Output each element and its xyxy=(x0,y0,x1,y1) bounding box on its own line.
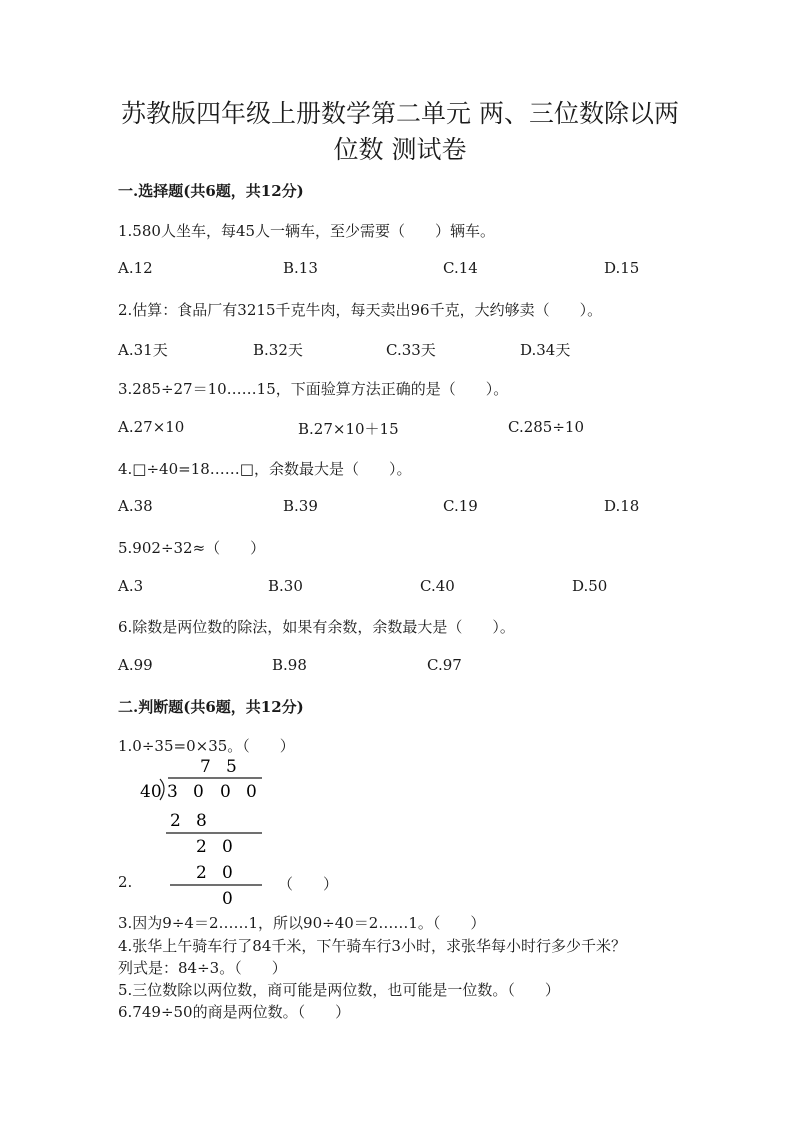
title-line-2: 位数 测试卷 xyxy=(333,135,467,164)
title-line-1: 苏教版四年级上册数学第二单元 两、三位数除以两 xyxy=(121,99,679,128)
section-heading-judge: 二.判断题(共6题，共12分) xyxy=(118,698,304,716)
step-digit: 0 xyxy=(222,863,233,883)
option: A.31天 xyxy=(118,341,168,359)
step-digit: 2 xyxy=(196,837,207,857)
option: D.18 xyxy=(604,497,640,515)
divisor: 40 xyxy=(140,782,162,802)
question-text: 5.三位数除以两位数，商可能是两位数，也可能是一位数。（ ） xyxy=(118,981,560,999)
option: A.3 xyxy=(118,577,144,595)
option: B.32天 xyxy=(253,341,303,359)
question-text: 1.0÷35=0×35。（ ） xyxy=(118,737,295,755)
question-text: 3.285÷27＝10……15，下面验算方法正确的是（ ）。 xyxy=(118,380,509,398)
option: A.27×10 xyxy=(118,418,185,436)
remainder: 0 xyxy=(222,889,233,906)
option: B.39 xyxy=(283,497,318,515)
dividend-digit: 0 xyxy=(193,782,204,802)
option: B.30 xyxy=(268,577,303,595)
option: C.285÷10 xyxy=(508,418,584,436)
question-text: 6.749÷50的商是两位数。（ ） xyxy=(118,1003,351,1021)
question-text: 列式是：84÷3。（ ） xyxy=(118,959,287,977)
dividend-digit: 0 xyxy=(246,782,257,802)
option: B.27×10＋15 xyxy=(298,420,399,438)
question-text: 5.902÷32≈（ ） xyxy=(118,539,266,557)
question-text: 1.580人坐车，每45人一辆车，至少需要（ ）辆车。 xyxy=(118,222,496,240)
option: D.50 xyxy=(572,577,608,595)
question-text: 2.估算：食品厂有3215千克牛肉，每天卖出96千克，大约够卖（ ）。 xyxy=(118,301,603,319)
quotient-digit: 5 xyxy=(226,757,237,777)
option: B.98 xyxy=(272,656,307,674)
answer-paren: （ ） xyxy=(278,875,339,893)
option: C.33天 xyxy=(386,341,436,359)
step-digit: 2 xyxy=(170,811,181,831)
option: A.99 xyxy=(118,656,153,674)
dividend-digit: 3 xyxy=(167,782,178,802)
dividend-digit: 0 xyxy=(220,782,231,802)
question-text: 4.□÷40=18……□，余数最大是（ ）。 xyxy=(118,460,412,478)
option: C.14 xyxy=(443,259,478,277)
option: A.12 xyxy=(118,259,153,277)
question-text: 4.张华上午骑车行了84千米，下午骑车行3小时，求张华每小时行多少千米？ xyxy=(118,937,626,955)
quotient-digit: 7 xyxy=(200,757,211,777)
option: D.15 xyxy=(604,259,640,277)
section-heading-choice: 一.选择题(共6题，共12分) xyxy=(118,182,304,200)
option: C.40 xyxy=(420,577,455,595)
option: D.34天 xyxy=(520,341,571,359)
step-digit: 0 xyxy=(222,837,233,857)
option: C.19 xyxy=(443,497,478,515)
option: C.97 xyxy=(427,656,462,674)
step-digit: 8 xyxy=(196,811,207,831)
question-number: 2. xyxy=(118,873,133,891)
step-digit: 2 xyxy=(196,863,207,883)
option: A.38 xyxy=(118,497,153,515)
question-text: 6.除数是两位数的除法，如果有余数，余数最大是（ ）。 xyxy=(118,618,515,636)
question-text: 3.因为9÷4＝2……1，所以90÷40＝2……1。（ ） xyxy=(118,914,486,932)
option: B.13 xyxy=(283,259,318,277)
